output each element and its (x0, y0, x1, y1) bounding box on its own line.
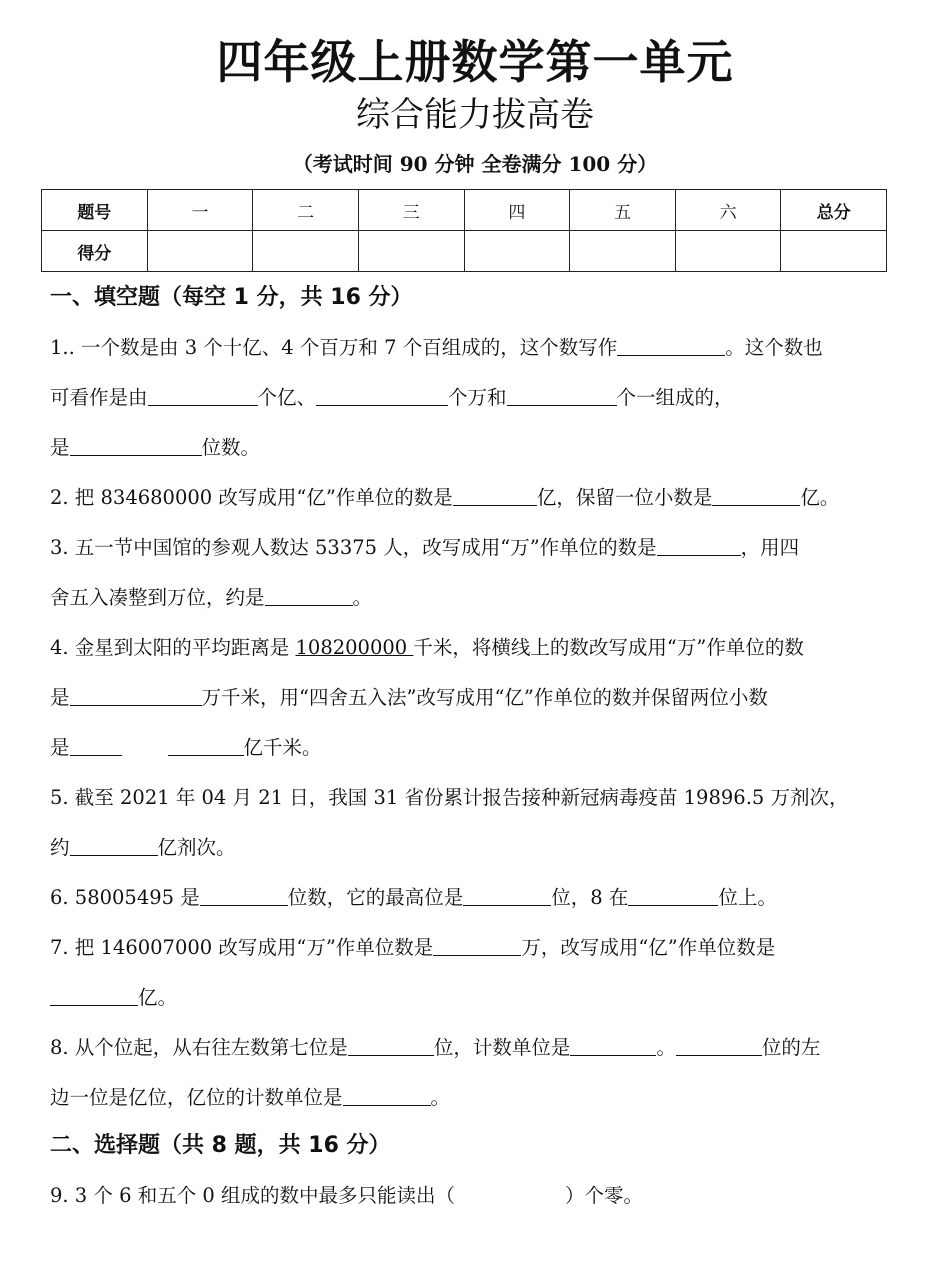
question-text: 亿千米。 (243, 736, 322, 759)
question-8-line-2 (50, 1080, 910, 1116)
question-text: 亿。 (138, 986, 178, 1009)
question-text: 位上。 (718, 886, 777, 909)
score-cell[interactable] (570, 231, 676, 272)
question-text: 个万和 (448, 386, 507, 409)
question-6 (50, 880, 910, 916)
answer-blank[interactable] (343, 1085, 431, 1106)
question-text: 6. 58005495 是 (50, 886, 200, 909)
exam-info: （考试时间 90 分钟 全卷满分 100 分） (292, 152, 658, 176)
score-cell[interactable] (147, 231, 253, 272)
question-8-line-1 (50, 1030, 910, 1066)
question-text: 万，改写成用“亿”作单位数是 (521, 936, 776, 959)
question-text: 1.. 一个数是由 3 个十亿、4 个百万和 7 个百组成的，这个数写作 (50, 336, 618, 359)
question-text: 可看作是由 (50, 386, 148, 409)
question-text: 2. 把 834680000 改写成用“亿”作单位的数是 (50, 486, 453, 509)
page-title: 四年级上册数学第一单元 (216, 35, 734, 89)
question-text: 个一组成的， (616, 386, 734, 409)
score-table-row-label: 得分 (42, 231, 148, 272)
answer-blank[interactable] (265, 585, 353, 606)
question-5-line-1 (50, 780, 910, 816)
answer-blank[interactable] (70, 435, 202, 456)
question-text: 万千米，用“四舍五入法”改写成用“亿”作单位的数并保留两位小数 (201, 686, 768, 709)
question-text: 舍五入凑整到万位，约是 (50, 586, 265, 609)
question-text: 位数。 (201, 436, 261, 459)
question-4-line-1 (50, 630, 910, 666)
answer-blank[interactable] (70, 685, 202, 706)
question-7-line-1 (50, 930, 910, 966)
answer-blank[interactable] (148, 385, 258, 406)
question-text: 千米，将横线上的数改写成用“万”作单位的数 (413, 636, 804, 659)
answer-blank[interactable] (628, 885, 718, 906)
question-7-line-2 (50, 980, 910, 1016)
question-text: 是 (50, 736, 70, 759)
question-text: 。 (430, 1086, 451, 1109)
question-text: 。这个数也 (725, 336, 823, 359)
question-text: 。 (656, 1036, 676, 1059)
question-text: 亿剂次。 (157, 836, 236, 859)
question-1-line-3 (50, 430, 910, 466)
score-cell[interactable] (781, 231, 887, 272)
question-text: 位的左 (761, 1036, 821, 1059)
score-cell[interactable] (675, 231, 781, 272)
score-table-col-total: 总分 (781, 190, 887, 231)
answer-blank[interactable] (617, 335, 725, 356)
question-text: 9. 3 个 6 和五个 0 组成的数中最多只能读出（ (50, 1184, 456, 1207)
question-text: 。 (352, 586, 373, 609)
question-text: ，用四 (740, 536, 800, 559)
score-table-col: 一 (147, 190, 253, 231)
question-1-line-2 (50, 380, 910, 416)
question-4-line-3 (50, 730, 910, 766)
question-9 (50, 1178, 910, 1214)
answer-blank[interactable] (433, 935, 521, 956)
answer-blank[interactable] (70, 735, 122, 756)
question-text: 个亿、 (257, 386, 317, 409)
section-heading-fill-blank: 一、填空题（每空 1 分，共 16 分） (50, 285, 413, 310)
answer-blank[interactable] (463, 885, 551, 906)
question-3-line-1 (50, 530, 910, 566)
page-subtitle: 综合能力拔高卷 (356, 95, 594, 135)
answer-blank[interactable] (348, 1035, 434, 1056)
question-text: 亿，保留一位小数是 (536, 486, 713, 509)
question-text: 3. 五一节中国馆的参观人数达 53375 人，改写成用“万”作单位的数是 (50, 536, 657, 559)
answer-blank[interactable] (507, 385, 617, 406)
question-text: 7. 把 146007000 改写成用“万”作单位数是 (50, 936, 434, 959)
score-cell[interactable] (253, 231, 359, 272)
answer-blank[interactable] (570, 1035, 656, 1056)
question-1-line-1 (50, 330, 910, 366)
answer-blank[interactable] (657, 535, 741, 556)
score-table-col: 六 (675, 190, 781, 231)
answer-blank[interactable] (316, 385, 448, 406)
question-text: 8. 从个位起，从右往左数第七位是 (50, 1036, 348, 1059)
question-text: 是 (50, 686, 70, 709)
score-table-col: 五 (570, 190, 676, 231)
score-table-score-row (42, 231, 887, 272)
question-text: 边一位是亿位，亿位的计数单位是 (50, 1086, 343, 1109)
question-2 (50, 480, 910, 516)
question-text: 约 (50, 836, 70, 859)
score-table-col: 四 (464, 190, 570, 231)
question-4-line-2 (50, 680, 910, 716)
question-text: 4. 金星到太阳的平均距离是 (50, 636, 296, 659)
underlined-number: 108200000 (295, 636, 414, 659)
score-cell[interactable] (358, 231, 464, 272)
score-table-col: 三 (358, 190, 464, 231)
answer-blank[interactable] (200, 885, 288, 906)
question-text: 是 (50, 436, 70, 459)
answer-blank[interactable] (712, 485, 800, 506)
question-text: 亿。 (800, 486, 840, 509)
answer-blank[interactable] (453, 485, 537, 506)
score-table (41, 189, 887, 272)
question-text: 位数，它的最高位是 (287, 886, 464, 909)
section-heading-choice: 二、选择题（共 8 题，共 16 分） (50, 1133, 391, 1158)
question-text: ）个零。 (565, 1184, 644, 1207)
question-text: 5. 截至 2021 年 04 月 21 日，我国 31 省份累计报告接种新冠病毒疫苗 19896.5 万剂次， (50, 786, 849, 809)
score-cell[interactable] (464, 231, 570, 272)
score-table-col: 二 (253, 190, 359, 231)
question-text: 位，8 在 (551, 886, 629, 909)
score-table-row-label: 题号 (42, 190, 148, 231)
score-table-header-row (42, 190, 887, 231)
answer-blank[interactable] (676, 1035, 762, 1056)
answer-blank[interactable] (168, 735, 244, 756)
answer-blank[interactable] (70, 835, 158, 856)
question-3-line-2 (50, 580, 910, 616)
question-5-line-2 (50, 830, 910, 866)
answer-blank[interactable] (50, 985, 138, 1006)
question-text: 位，计数单位是 (433, 1036, 571, 1059)
